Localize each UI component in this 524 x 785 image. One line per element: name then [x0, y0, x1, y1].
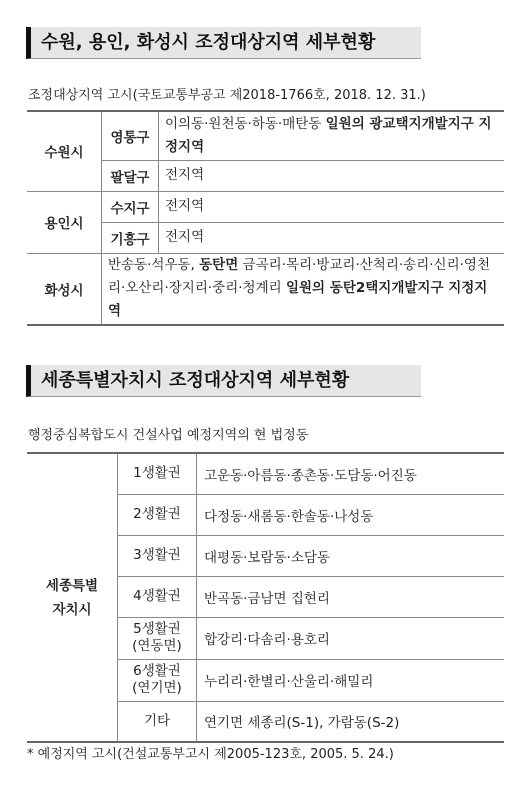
zone-cell: 3생활권: [118, 535, 197, 576]
area-cell: 전지역: [159, 160, 505, 191]
city-label-line1: 세종특별: [45, 577, 99, 594]
area-cell: 다정동·새롬동·한솔동·나성동: [197, 494, 505, 535]
footnote: * 예정지역 고시(건설교통부고시 제2005-123호, 2005. 5. 24.): [27, 747, 394, 762]
area-text-bold: 동탄면: [199, 257, 239, 274]
section1-table: [27, 110, 504, 326]
table-row: [27, 111, 504, 160]
area-cell: [159, 111, 505, 160]
area-text-bold: 일원의 광교택지개발지구 지정지역: [165, 115, 492, 155]
district-cell: 수지구: [102, 191, 159, 222]
area-cell: 고운동·아름동·종촌동·도담동·어진동: [197, 453, 505, 494]
district-cell: 영통구: [102, 111, 159, 160]
section2-title: 세종특별자치시 조정대상지역 세부현황: [26, 365, 421, 397]
zone-label-line1: 6생활권: [133, 663, 181, 679]
area-cell: 대평동·보람동·소담동: [197, 535, 505, 576]
zone-cell: [118, 659, 197, 701]
area-cell: 누리리·한별리·산울리·해밀리: [197, 659, 505, 701]
section2-table: [27, 452, 504, 743]
city-cell: 화성시: [27, 253, 102, 325]
zone-cell: 기타: [118, 701, 197, 742]
section2-note: 행정중심복합도시 건설사업 예정지역의 현 법정동: [28, 428, 309, 443]
city-cell: 용인시: [27, 191, 102, 253]
district-cell: 기흥구: [102, 222, 159, 253]
zone-label-line2: (연기면): [132, 680, 182, 696]
city-cell: 수원시: [27, 111, 102, 191]
zone-cell: 1생활권: [118, 453, 197, 494]
area-text: 금곡리·목리·방교리·산척리·송리·신리·영천리·오산리·장지리·중리·청계리: [108, 257, 490, 297]
area-cell: 전지역: [159, 222, 505, 253]
area-text: 이의동·원천동·하동·매탄동: [165, 115, 326, 132]
zone-cell: 4생활권: [118, 576, 197, 617]
zone-cell: [118, 617, 197, 659]
area-cell: 전지역: [159, 191, 505, 222]
area-cell: [102, 253, 505, 325]
area-cell: 반곡동·금남면 집현리: [197, 576, 505, 617]
area-cell: 합강리·다솜리·용호리: [197, 617, 505, 659]
zone-label-line2: (연동면): [132, 638, 182, 654]
table-row: [27, 253, 504, 325]
area-cell: 연기면 세종리(S-1), 가람동(S-2): [197, 701, 505, 742]
area-text: 반송동·석우동,: [108, 257, 200, 274]
city-cell: [27, 453, 118, 742]
zone-label-line1: 5생활권: [133, 621, 181, 637]
area-text-bold: 일원의 동탄2택지개발지구 지정지역: [108, 280, 488, 320]
city-label-line2: 자치시: [52, 601, 92, 618]
table-row: [27, 191, 504, 222]
section1-title: 수원, 용인, 화성시 조정대상지역 세부현황: [26, 27, 421, 59]
table-row: [27, 453, 504, 494]
section1-note: 조정대상지역 고시(국토교통부공고 제2018-1766호, 2018. 12. 31.): [28, 88, 426, 103]
zone-cell: 2생활권: [118, 494, 197, 535]
district-cell: 팔달구: [102, 160, 159, 191]
